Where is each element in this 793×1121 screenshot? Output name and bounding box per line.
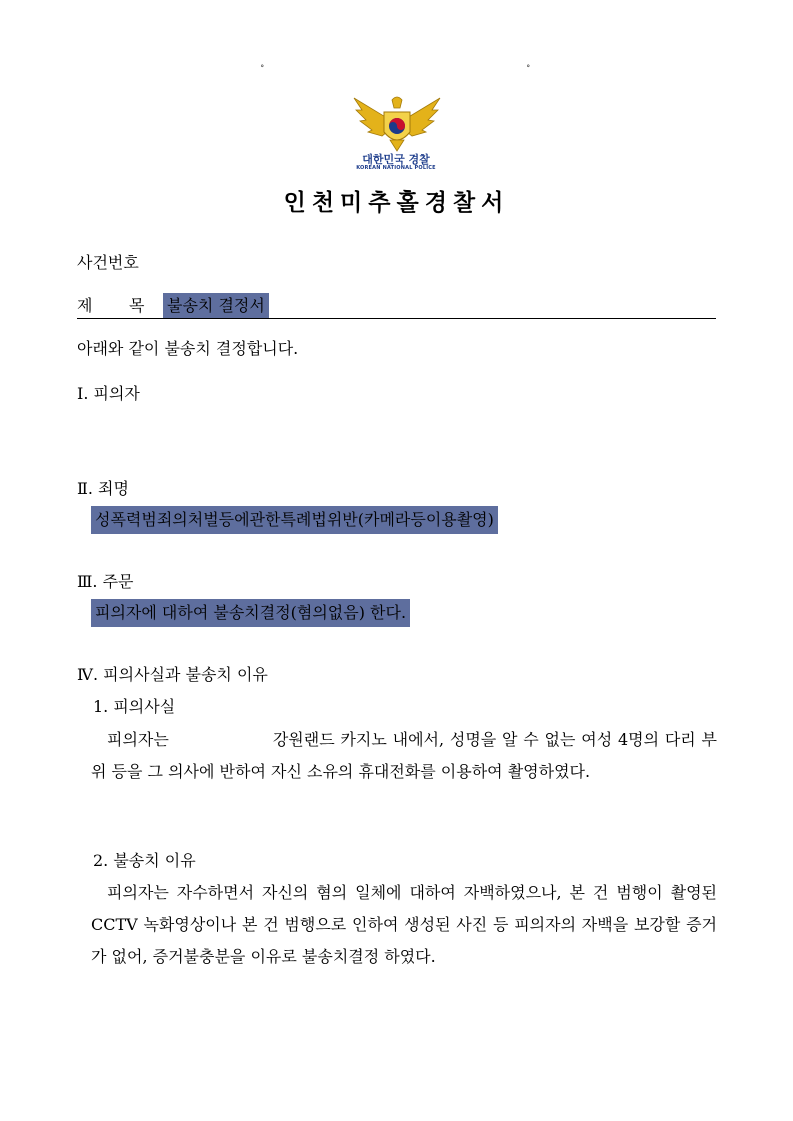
section-1-heading: Ⅰ. 피의자: [77, 384, 140, 403]
offense-name: 성폭력범죄의처벌등에관한특례법위반(카메라등이용촬영): [91, 506, 498, 534]
subsection-2-heading: 2. 불송치 이유: [93, 851, 196, 870]
section-3-heading: Ⅲ. 주문: [77, 572, 134, 591]
subsection-1-heading: 1. 피의사실: [93, 697, 176, 716]
logo-label-en: KOREAN NATIONAL POLICE: [356, 165, 436, 171]
reason-text: 피의자는 자수하면서 자신의 혐의 일체에 대하여 자백하였으나, 본 건 범행이 촬영된 CCTV 녹화영상이나 본 건 범행으로 인하여 생성된 사진 등 피의자의 자백을 보강할 증거가 없어, 증거불충분을 이유로 불송치결정 하였다.: [91, 883, 717, 966]
subsection-2-body: [91, 877, 717, 973]
header-dot-right: ˚: [526, 66, 531, 76]
section-4-heading: Ⅳ. 피의사실과 불송치 이유: [77, 665, 268, 684]
subject-value: 불송치 결정서: [163, 293, 269, 319]
disposition-text: 피의자에 대하여 불송치결정(혐의없음) 한다.: [91, 599, 410, 627]
suspect-lead: 피의자는: [107, 730, 169, 749]
case-number-label: 사건번호: [77, 253, 139, 272]
org-title: 인천미추홀경찰서: [283, 190, 510, 216]
section-2-heading: Ⅱ. 죄명: [77, 479, 129, 498]
police-emblem-icon: [352, 94, 442, 152]
subject-label-char-2: 목: [129, 296, 145, 315]
header-divider: [77, 318, 716, 319]
logo-label-ko: 대한민국 경찰: [362, 153, 430, 166]
subject-label-char-1: 제: [77, 296, 93, 315]
subsection-1-body: [91, 724, 717, 788]
intro-text: 아래와 같이 불송치 결정합니다.: [77, 339, 299, 358]
facts-text: 강원랜드 카지노 내에서, 성명을 알 수 없는 여성 4명의 다리 부위 등을 그 의사에 반하여 자신 소유의 휴대전화를 이용하여 촬영하였다.: [91, 730, 717, 781]
header-dot-left: ˚: [260, 66, 265, 76]
